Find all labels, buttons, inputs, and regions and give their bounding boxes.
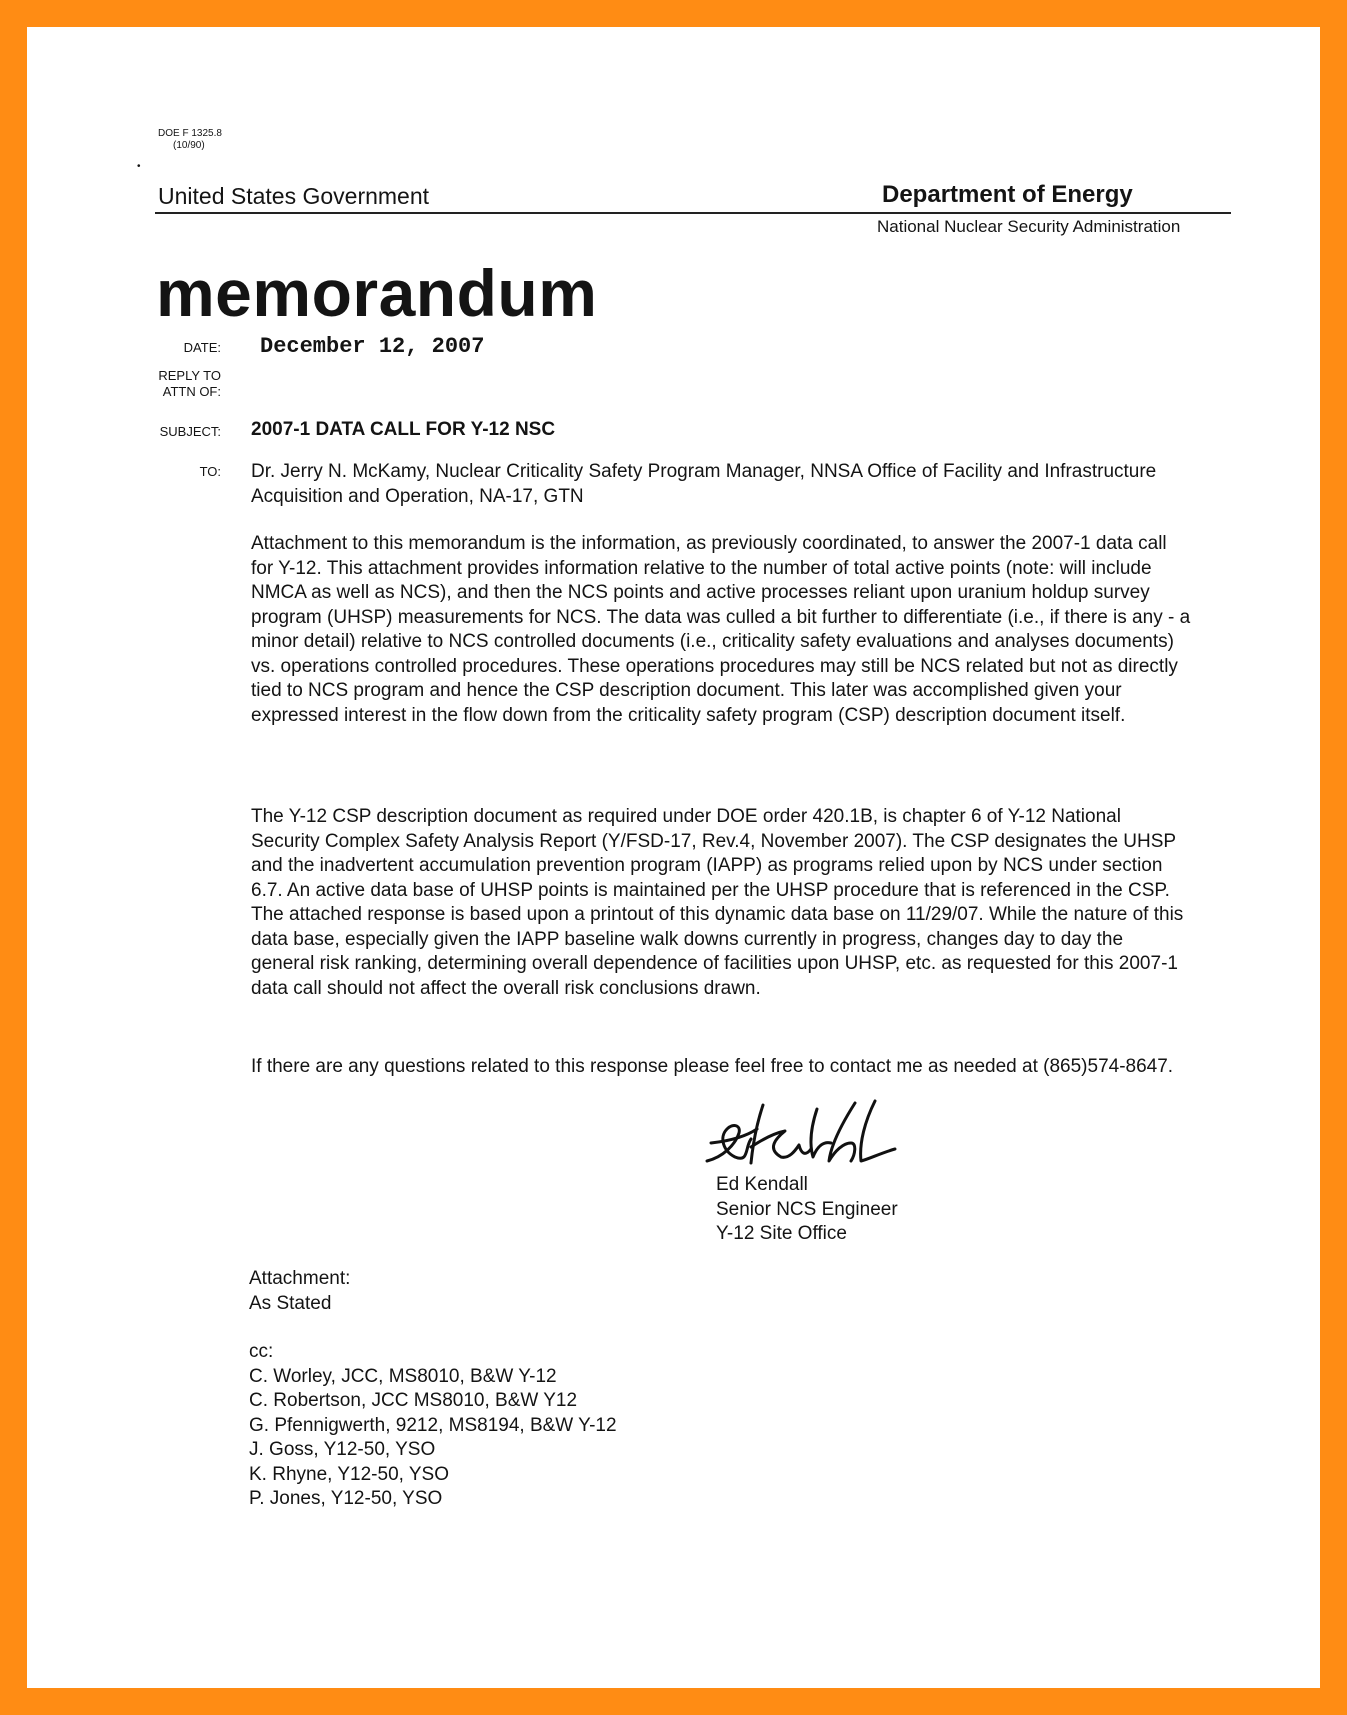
cc-recipient: J. Goss, Y12-50, YSO — [249, 1439, 436, 1460]
signatory-name: Ed Kendall — [716, 1174, 808, 1195]
signatory-office: Y-12 Site Office — [716, 1223, 847, 1244]
paragraph-attachment-info: Attachment to this memorandum is the information, as previously coordinated, to answer the 2007-1 data call for Y-12. This attachment provides information relative to the number of total active points (note: will include NMCA as well as NCS), and then the NCS points and active processes reliant upon uranium holdup survey program (UHSP) measurements for NCS. The data was culled a bit further to differentiate (i.e., if there is any - a minor detail) relative to NCS controlled documents (i.e., criticality safety evaluations and analyses documents) vs. operations controlled procedures. These operations procedures may still be NCS related but not as directly tied to NCS program and hence the CSP description document. This later was accomplished given your expressed interest in the flow down from the criticality safety program (CSP) description document itself. — [251, 533, 1191, 726]
reply-to-label — [131, 368, 221, 400]
department-heading: Department of Energy — [882, 181, 1133, 208]
cc-recipient: C. Worley, JCC, MS8010, B&W Y-12 — [249, 1365, 557, 1387]
form-number-revision: (10/90) — [173, 140, 205, 151]
government-heading: United States Government — [158, 183, 430, 209]
signature-block — [716, 1173, 898, 1247]
date-label: DATE: — [183, 340, 221, 355]
header-rule — [155, 212, 1231, 214]
handwritten-signature — [705, 1099, 905, 1173]
speck-mark: • — [137, 161, 141, 172]
cc-recipient: C. Robertson, JCC MS8010, B&W Y12 — [249, 1390, 578, 1411]
reply-to-label-line1: REPLY TO — [158, 368, 221, 383]
cc-label: cc: — [249, 1341, 274, 1362]
signatory-title: Senior NCS Engineer — [716, 1198, 898, 1220]
paragraph-contact: If there are any questions related to this response please feel free to contact me as needed at (865)574-8647. — [251, 1056, 1174, 1077]
attachment-block — [249, 1267, 350, 1316]
cc-recipient: K. Rhyne, Y12-50, YSO — [249, 1463, 449, 1485]
cc-block — [249, 1340, 617, 1512]
form-number — [158, 128, 222, 152]
attachment-value: As Stated — [249, 1292, 332, 1314]
date-value: December 12, 2007 — [260, 334, 485, 359]
to-label: TO: — [199, 464, 221, 479]
cc-recipient: G. Pfennigwerth, 9212, MS8194, B&W Y-12 — [249, 1414, 617, 1436]
memo-page — [27, 27, 1320, 1688]
form-number-code: DOE F 1325.8 — [158, 128, 222, 139]
cc-recipient: P. Jones, Y12-50, YSO — [249, 1488, 443, 1509]
administration-heading: National Nuclear Security Administration — [877, 217, 1181, 236]
paragraph-csp-description: The Y-12 CSP description document as required under DOE order 420.1B, is chapter 6 of Y-12 National Security Complex Safety Analysis Report (Y/FSD-17, Rev.4, November 2007). The CSP designates the UHSP and the inadvertent accumulation prevention program (IAPP) as programs relied upon by NCS under section 6.7. An active data base of UHSP points is maintained per the UHSP procedure that is referenced in the CSP. The attached response is based upon a printout of this dynamic data base on 11/29/07. While the nature of this data base, especially given the IAPP baseline walk downs currently in progress, changes day to day the general risk ranking, determining overall dependence of facilities upon UHSP, etc. as requested for this 2007-1 data call should not affect the overall risk conclusions drawn. — [251, 806, 1184, 999]
memo-title: memorandum — [156, 256, 598, 330]
to-value: Dr. Jerry N. McKamy, Nuclear Criticality Safety Program Manager, NNSA Office of Facility and Infrastructure Acquisition and Operation, NA-17, GTN — [251, 461, 1157, 507]
subject-label: SUBJECT: — [159, 424, 221, 439]
attachment-label: Attachment: — [249, 1268, 351, 1289]
subject-value: 2007-1 DATA CALL FOR Y-12 NSC — [251, 419, 556, 440]
reply-to-label-line2: ATTN OF: — [162, 384, 221, 399]
